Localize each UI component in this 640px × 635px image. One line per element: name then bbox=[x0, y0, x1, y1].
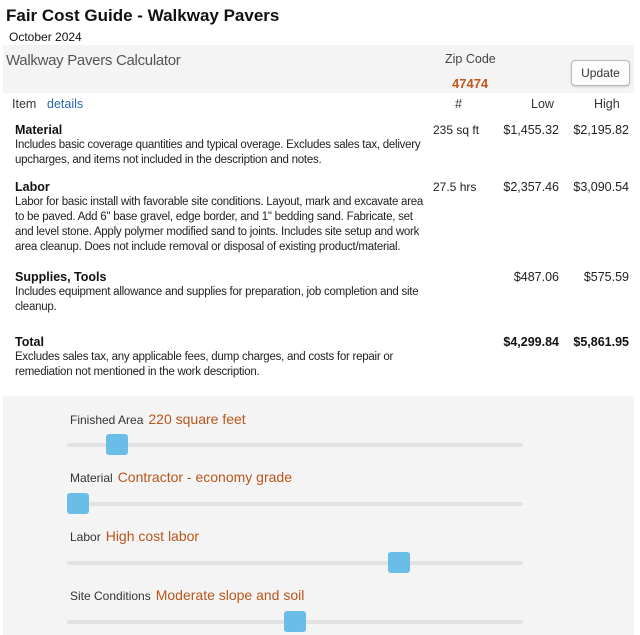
table-row-material bbox=[15, 123, 633, 168]
column-header-high: High bbox=[594, 97, 620, 111]
slider-name: Site Conditions bbox=[70, 589, 151, 603]
slider-label-labor bbox=[70, 528, 199, 544]
details-link[interactable]: details bbox=[47, 97, 84, 111]
table-row-labor bbox=[15, 180, 633, 255]
labor-slider[interactable] bbox=[67, 561, 523, 565]
row-high-cost: $3,090.54 bbox=[573, 180, 629, 194]
slider-label-finished-area bbox=[70, 411, 246, 427]
slider-thumb[interactable] bbox=[284, 611, 306, 632]
row-description: Includes basic coverage quantities and typical overage. Excludes sales tax, delivery upcharges, and items not included in the description and notes. bbox=[15, 139, 421, 166]
table-row-supplies bbox=[15, 270, 633, 315]
row-description: Includes equipment allowance and supplies for preparation, job completion and site cleanup. bbox=[15, 286, 419, 313]
total-high-cost: $5,861.95 bbox=[573, 335, 629, 349]
total-low-cost: $4,299.84 bbox=[503, 335, 559, 349]
update-button[interactable]: Update bbox=[571, 60, 630, 86]
row-low-cost: $487.06 bbox=[513, 270, 559, 284]
row-title: Labor bbox=[15, 180, 50, 194]
column-header-low: Low bbox=[531, 97, 554, 111]
slider-name: Labor bbox=[70, 530, 101, 544]
slider-value: Contractor - economy grade bbox=[117, 469, 292, 485]
slider-value: Moderate slope and soil bbox=[155, 587, 305, 603]
column-header-quantity: # bbox=[455, 97, 462, 111]
row-title: Material bbox=[15, 123, 63, 137]
row-title: Supplies, Tools bbox=[15, 270, 107, 284]
slider-value: 220 square feet bbox=[148, 411, 246, 427]
page-title: Fair Cost Guide - Walkway Pavers bbox=[6, 6, 280, 25]
calculator-panel bbox=[3, 45, 634, 390]
table-row-total bbox=[15, 335, 633, 380]
zip-code-label: Zip Code bbox=[445, 52, 496, 66]
slider-label-material bbox=[70, 469, 292, 485]
total-title: Total bbox=[15, 335, 44, 349]
options-panel bbox=[3, 396, 634, 635]
page-date: October 2024 bbox=[9, 30, 82, 44]
slider-thumb[interactable] bbox=[67, 493, 89, 514]
row-description: Labor for basic install with favorable site conditions. Layout, mark and excavate area to be paved. Add 6" base gravel, edge border, and 1" bedding sand. Fabricate, set and level stone. Apply polymer modified sand to joints. Includes site setup and work area cleanup. Does not include removal or disposal of existing product/material. bbox=[15, 196, 424, 253]
row-quantity: 235 sq ft bbox=[433, 123, 480, 137]
slider-label-site-conditions bbox=[70, 587, 304, 603]
row-quantity: 27.5 hrs bbox=[433, 180, 477, 194]
column-header-item: Item bbox=[12, 97, 37, 111]
zip-code-value[interactable]: 47474 bbox=[452, 76, 489, 91]
slider-name: Finished Area bbox=[70, 413, 144, 427]
calculator-title: Walkway Pavers Calculator bbox=[6, 52, 181, 69]
site-conditions-slider[interactable] bbox=[67, 620, 523, 624]
finished-area-slider[interactable] bbox=[67, 443, 523, 447]
total-description: Excludes sales tax, any applicable fees, dump charges, and costs for repair or remediation not mentioned in the work description. bbox=[15, 351, 394, 378]
row-high-cost: $2,195.82 bbox=[573, 123, 629, 137]
material-slider[interactable] bbox=[67, 502, 523, 506]
row-high-cost: $575.59 bbox=[583, 270, 629, 284]
slider-thumb[interactable] bbox=[106, 434, 128, 455]
slider-value: High cost labor bbox=[105, 528, 200, 544]
row-low-cost: $2,357.46 bbox=[503, 180, 559, 194]
slider-name: Material bbox=[70, 471, 113, 485]
row-low-cost: $1,455.32 bbox=[503, 123, 559, 137]
slider-thumb[interactable] bbox=[388, 552, 410, 573]
